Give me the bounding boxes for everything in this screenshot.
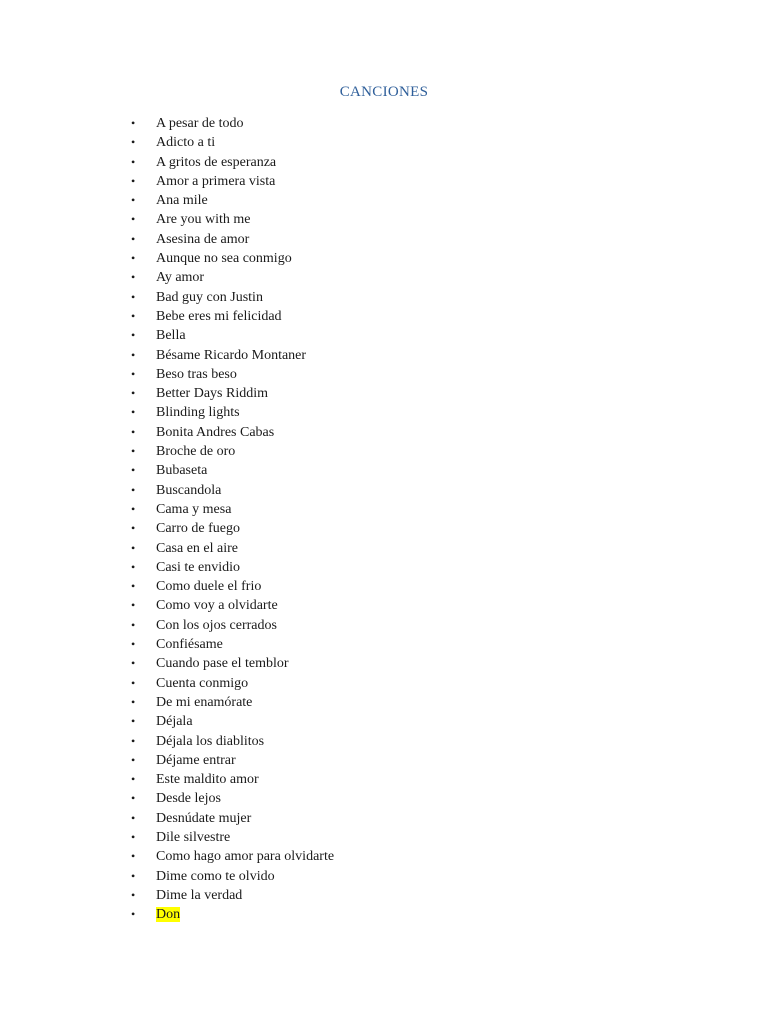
bullet-icon: • xyxy=(131,405,136,420)
bullet-icon: • xyxy=(131,540,136,555)
list-item xyxy=(128,153,334,172)
song-title: Como voy a olvidarte xyxy=(156,598,278,614)
list-item xyxy=(128,403,334,422)
list-item xyxy=(128,905,334,924)
bullet-icon: • xyxy=(131,347,136,362)
song-title: Bonita Andres Cabas xyxy=(156,424,275,440)
song-title: Bubaseta xyxy=(156,463,208,479)
bullet-icon: • xyxy=(131,135,136,150)
list-item xyxy=(128,867,334,886)
list-item xyxy=(128,384,334,403)
bullet-icon: • xyxy=(131,656,136,671)
song-title: Dime la verdad xyxy=(156,887,243,903)
list-item xyxy=(128,191,334,210)
song-title: Ana mile xyxy=(156,193,208,209)
bullet-icon: • xyxy=(131,675,136,690)
song-title: Déjala xyxy=(156,714,193,730)
bullet-icon: • xyxy=(131,424,136,439)
list-item xyxy=(128,654,334,673)
list-item xyxy=(128,596,334,615)
list-item xyxy=(128,789,334,808)
song-title: Este maldito amor xyxy=(156,772,259,788)
song-title: Adicto a ti xyxy=(156,135,216,151)
document-title: CANCIONES xyxy=(339,84,429,100)
bullet-icon: • xyxy=(131,887,136,902)
song-title: Broche de oro xyxy=(156,444,236,460)
list-item xyxy=(128,828,334,847)
song-title: Amor a primera vista xyxy=(156,173,276,189)
list-item xyxy=(128,423,334,442)
bullet-icon: • xyxy=(131,154,136,169)
bullet-icon: • xyxy=(131,289,136,304)
bullet-icon: • xyxy=(131,444,136,459)
list-item xyxy=(128,519,334,538)
song-title: Bésame Ricardo Montaner xyxy=(156,347,307,363)
bullet-icon: • xyxy=(131,829,136,844)
song-title: Dile silvestre xyxy=(156,829,231,845)
list-item xyxy=(128,809,334,828)
song-title: A gritos de esperanza xyxy=(156,154,277,170)
song-title: Casi te envidio xyxy=(156,559,240,575)
bullet-icon: • xyxy=(131,116,136,130)
list-item xyxy=(128,249,334,268)
song-title: Bella xyxy=(156,328,186,344)
bullet-icon: • xyxy=(131,482,136,497)
bullet-icon: • xyxy=(131,791,136,806)
list-item xyxy=(128,770,334,789)
list-item xyxy=(128,847,334,866)
bullet-icon: • xyxy=(131,637,136,652)
bullet-icon: • xyxy=(131,386,136,401)
bullet-icon: • xyxy=(131,772,136,787)
bullet-icon: • xyxy=(131,617,136,632)
list-item xyxy=(128,577,334,596)
list-item xyxy=(128,886,334,905)
bullet-icon: • xyxy=(131,849,136,864)
bullet-icon: • xyxy=(131,714,136,729)
bullet-icon: • xyxy=(131,868,136,883)
list-item xyxy=(128,326,334,345)
song-title: Are you with me xyxy=(156,212,251,228)
song-title: Dime como te olvido xyxy=(156,868,275,884)
song-title: Casa en el aire xyxy=(156,540,239,556)
song-title: Cuenta conmigo xyxy=(156,675,249,691)
bullet-icon: • xyxy=(131,733,136,748)
list-item xyxy=(128,751,334,770)
list-item xyxy=(128,172,334,191)
song-title: Desnúdate mujer xyxy=(156,810,252,826)
list-item xyxy=(128,442,334,461)
list-item xyxy=(128,616,334,635)
list-item xyxy=(128,712,334,731)
song-list xyxy=(128,114,334,924)
song-title: Cuando pase el temblor xyxy=(156,656,289,672)
song-title: Desde lejos xyxy=(156,791,221,807)
song-title: De mi enamórate xyxy=(156,694,253,710)
bullet-icon: • xyxy=(131,270,136,285)
song-title: Beso tras beso xyxy=(156,366,237,382)
song-title: Aunque no sea conmigo xyxy=(156,251,292,267)
bullet-icon: • xyxy=(131,810,136,825)
bullet-icon: • xyxy=(131,463,136,478)
bullet-icon: • xyxy=(131,366,136,381)
list-item xyxy=(128,114,334,133)
song-title: Cama y mesa xyxy=(156,501,232,517)
list-item xyxy=(128,288,334,307)
song-title: Asesina de amor xyxy=(156,231,250,247)
song-title: Blinding lights xyxy=(156,405,240,421)
bullet-icon: • xyxy=(131,173,136,188)
list-item xyxy=(128,210,334,229)
bullet-icon: • xyxy=(131,212,136,227)
list-item xyxy=(128,732,334,751)
bullet-icon: • xyxy=(131,328,136,343)
song-title: Como hago amor para olvidarte xyxy=(156,849,335,865)
list-item xyxy=(128,230,334,249)
song-title: Déjame entrar xyxy=(156,752,236,768)
bullet-icon: • xyxy=(131,231,136,246)
list-item xyxy=(128,635,334,654)
bullet-icon: • xyxy=(131,598,136,613)
list-item xyxy=(128,307,334,326)
bullet-icon: • xyxy=(131,501,136,516)
bullet-icon: • xyxy=(131,521,136,536)
list-item xyxy=(128,539,334,558)
song-title: Con los ojos cerrados xyxy=(156,617,277,633)
bullet-icon: • xyxy=(131,251,136,266)
bullet-icon: • xyxy=(131,193,136,208)
song-title: Ay amor xyxy=(156,270,205,286)
list-item xyxy=(128,674,334,693)
list-item xyxy=(128,365,334,384)
song-title: Bebe eres mi felicidad xyxy=(156,308,282,324)
bullet-icon: • xyxy=(131,694,136,709)
bullet-icon: • xyxy=(131,579,136,594)
song-title: A pesar de todo xyxy=(156,116,244,131)
list-item xyxy=(128,558,334,577)
list-item xyxy=(128,268,334,287)
song-title: Don xyxy=(156,907,181,923)
list-item xyxy=(128,693,334,712)
bullet-icon: • xyxy=(131,559,136,574)
bullet-icon: • xyxy=(131,308,136,323)
song-title: Bad guy con Justin xyxy=(156,289,263,305)
song-title: Confiésame xyxy=(156,637,223,653)
list-item xyxy=(128,133,334,152)
song-title: Déjala los diablitos xyxy=(156,733,265,749)
song-title: Carro de fuego xyxy=(156,521,240,537)
list-item xyxy=(128,346,334,365)
list-item xyxy=(128,500,334,519)
list-item xyxy=(128,481,334,500)
song-title: Como duele el frio xyxy=(156,579,262,595)
list-item xyxy=(128,461,334,480)
song-title: Buscandola xyxy=(156,482,222,498)
bullet-icon: • xyxy=(131,907,136,922)
bullet-icon: • xyxy=(131,752,136,767)
song-title: Better Days Riddim xyxy=(156,386,268,402)
